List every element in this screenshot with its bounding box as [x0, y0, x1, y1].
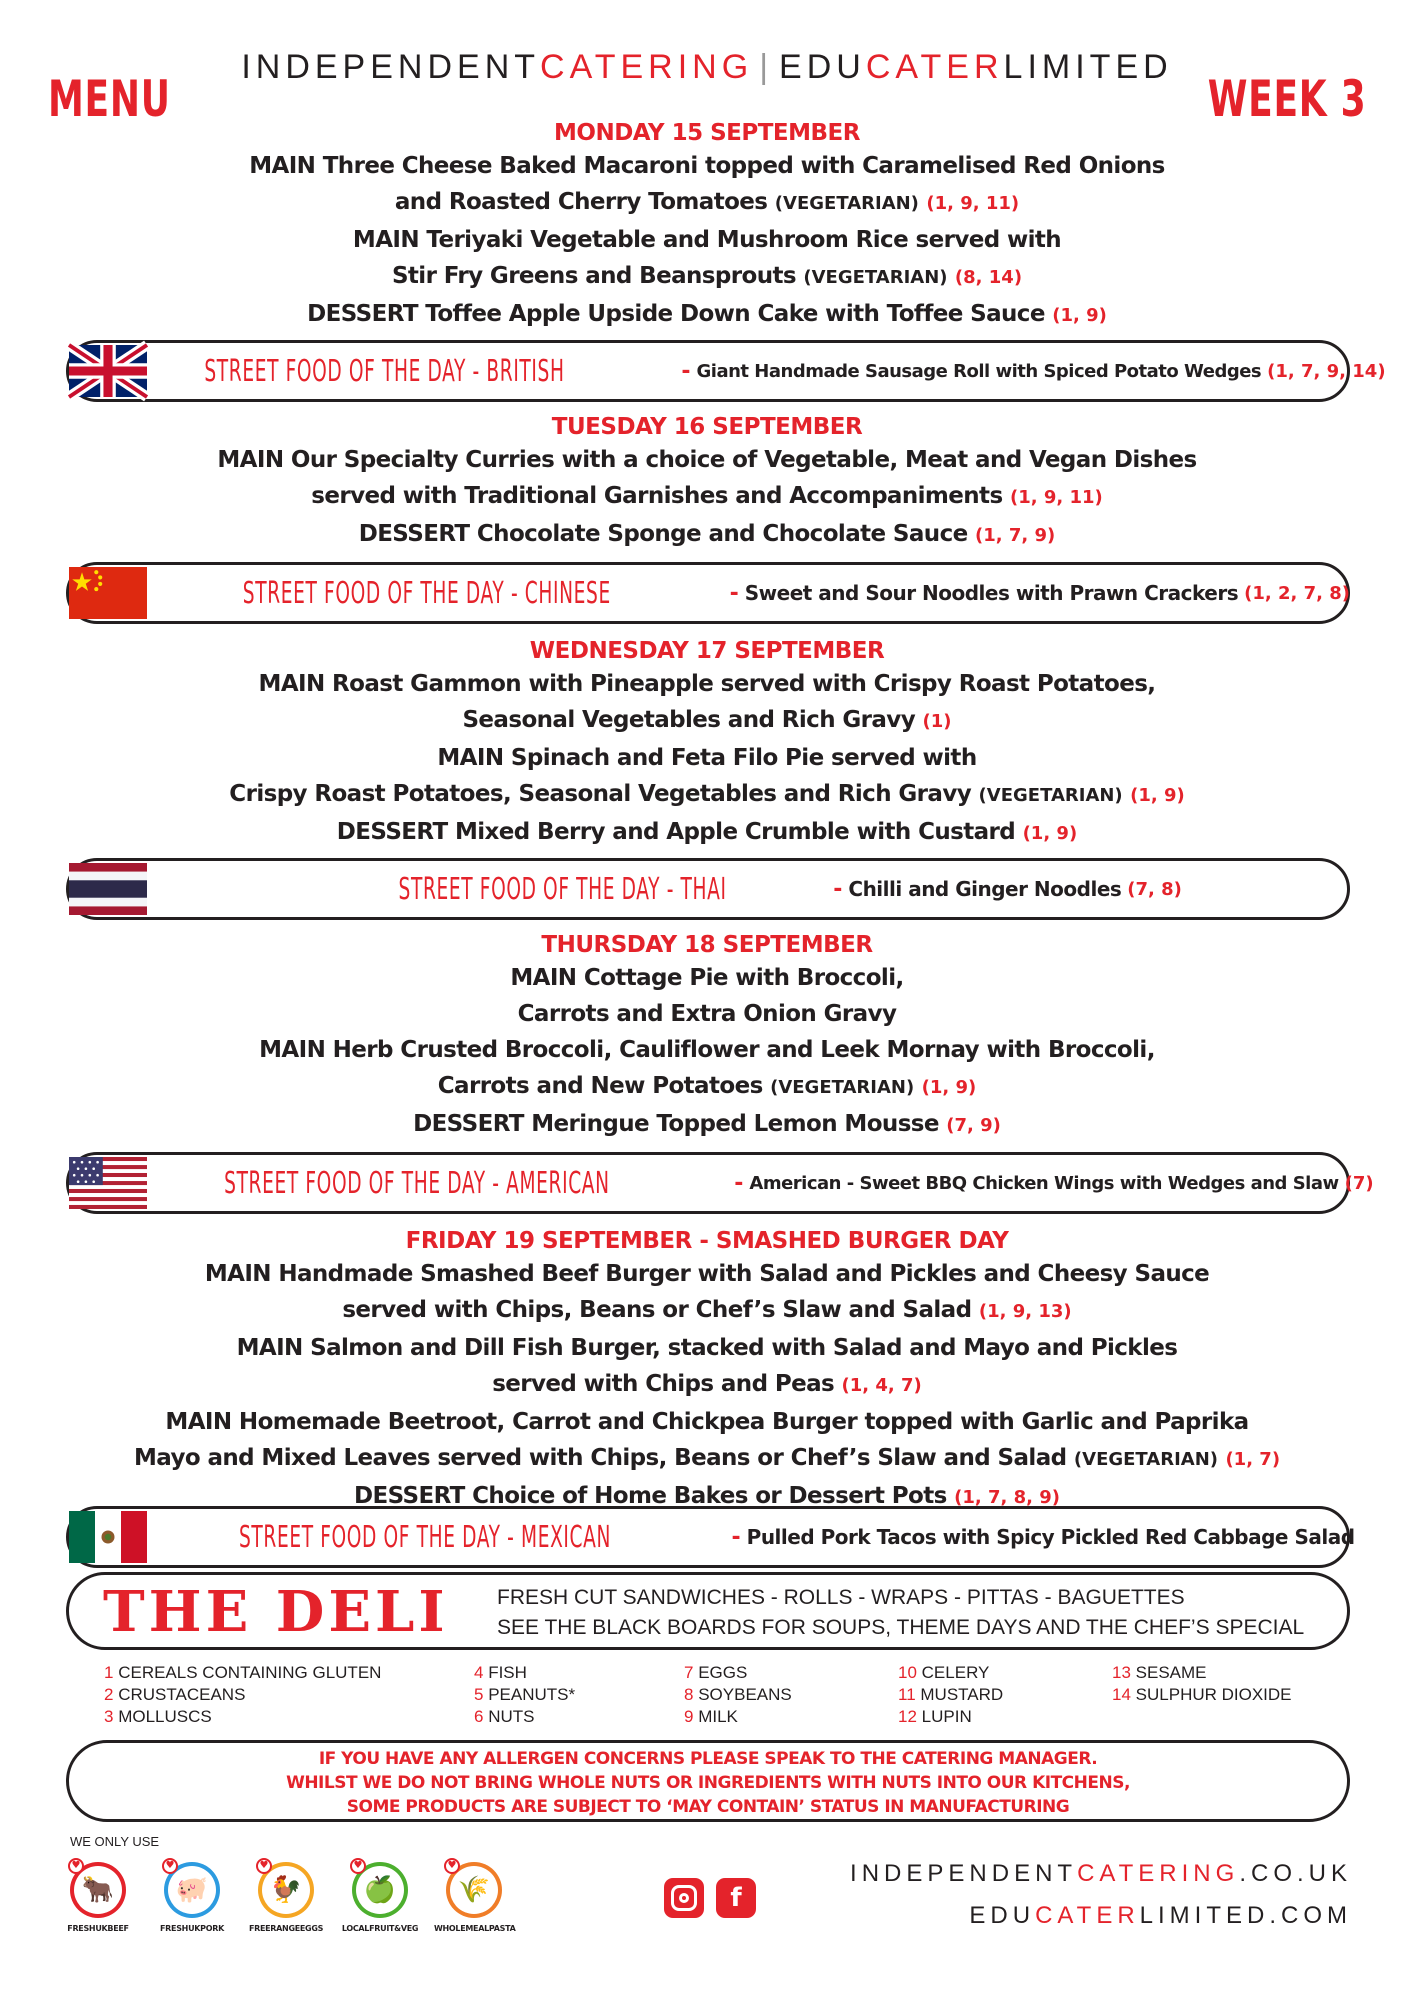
- day-friday: [0, 1226, 1414, 1516]
- street-food-title: STREET FOOD OF THE DAY - THAI: [398, 871, 727, 907]
- local-fruit-veg-badge: 🍏 ♥ LOCALFRUIT&VEG: [341, 1860, 419, 1933]
- allergen-codes: (1, 9): [1022, 823, 1078, 844]
- allergen-codes: (7, 8): [1127, 878, 1182, 900]
- allergen-column: [474, 1662, 575, 1728]
- cow-icon: 🐂 ♥: [70, 1862, 126, 1918]
- allergen-codes: (1, 7): [1225, 1449, 1281, 1470]
- street-food-friday: STREET FOOD OF THE DAY - MEXICAN - Pulled Pork Tacos with Spicy Pickled Red Cabbage Salad: [66, 1506, 1350, 1568]
- allergen-item: 3 MOLLUSCS: [104, 1707, 212, 1726]
- street-food-dish: Giant Handmade Sausage Roll with Spiced Potato Wedges: [696, 360, 1262, 382]
- day-title: MONDAY 15 SEPTEMBER: [554, 120, 860, 146]
- brand-separator: |: [759, 48, 774, 86]
- dish-line: Carrots and Extra Onion Gravy: [517, 1001, 897, 1027]
- usa-flag-icon: [69, 1155, 147, 1211]
- allergen-item: 6 NUTS: [474, 1707, 535, 1726]
- dish-line: MAIN Homemade Beetroot, Carrot and Chickpea Burger topped with Garlic and Paprika: [165, 1409, 1249, 1435]
- allergen-item: 11 MUSTARD: [898, 1685, 1004, 1704]
- street-food-dish: Chilli and Ginger Noodles: [848, 877, 1122, 901]
- deli-box: [66, 1572, 1350, 1650]
- vegetarian-tag: (VEGETARIAN): [978, 785, 1123, 806]
- fresh-uk-pork-badge: 🐖 ♥ FRESHUKPORK: [160, 1860, 224, 1933]
- allergen-codes: (1, 4, 7): [841, 1375, 922, 1396]
- allergen-warning: [66, 1740, 1350, 1822]
- dish-line: DESSERT Choice of Home Bakes or Dessert Pots (1, 7, 8, 9): [353, 1483, 1061, 1509]
- dish-line: Carrots and New Potatoes (VEGETARIAN) (1, 9): [437, 1073, 977, 1099]
- day-title: THURSDAY 18 SEPTEMBER: [541, 932, 873, 958]
- street-food-thursday: STREET FOOD OF THE DAY - AMERICAN - American - Sweet BBQ Chicken Wings with Wedges and Slaw (7): [66, 1152, 1350, 1214]
- brand-independent: INDEPENDENT: [241, 48, 541, 86]
- street-food-title: STREET FOOD OF THE DAY - CHINESE: [242, 575, 611, 611]
- vegetarian-tag: (VEGETARIAN): [803, 267, 948, 288]
- street-food-dish: American - Sweet BBQ Chicken Wings with Wedges and Slaw: [749, 1172, 1339, 1194]
- allergen-codes: (1): [922, 711, 952, 732]
- dish-line: Stir Fry Greens and Beansprouts (VEGETARIAN) (8, 14): [391, 263, 1023, 289]
- chicken-icon: 🐓 ♥: [258, 1862, 314, 1918]
- allergen-codes: (7, 9): [946, 1115, 1001, 1136]
- allergen-item: 13 SESAME: [1112, 1663, 1207, 1682]
- warning-line: SOME PRODUCTS ARE SUBJECT TO ‘MAY CONTAIN’ STATUS IN MANUFACTURING: [346, 1797, 1070, 1817]
- street-food-dish: Sweet and Sour Noodles with Prawn Crackers: [744, 581, 1239, 605]
- street-food-wednesday: STREET FOOD OF THE DAY - THAI - Chilli and Ginger Noodles (7, 8): [66, 858, 1350, 920]
- wholemeal-pasta-badge: 🌾 ♥ WHOLEMEALPASTA: [434, 1860, 516, 1933]
- dish-line: MAIN Three Cheese Baked Macaroni topped with Caramelised Red Onions: [249, 153, 1165, 179]
- dish-line: MAIN Herb Crusted Broccoli, Cauliflower and Leek Mornay with Broccoli,: [259, 1037, 1155, 1063]
- china-flag-icon: [69, 565, 147, 621]
- allergen-codes: (1, 2, 7, 8): [1244, 582, 1350, 604]
- day-thursday: [0, 930, 1414, 1144]
- educater-limited-url[interactable]: EDUCATERLIMITED.COM: [969, 1902, 1352, 1929]
- fresh-uk-beef-badge: 🐂 ♥ FRESHUKBEEF: [67, 1860, 129, 1933]
- allergen-codes: (1, 7, 8, 9): [954, 1487, 1061, 1508]
- allergen-item: 14 SULPHUR DIOXIDE: [1112, 1685, 1292, 1704]
- apple-icon: 🍏 ♥: [352, 1862, 408, 1918]
- dish-line: served with Chips and Peas (1, 4, 7): [492, 1371, 922, 1397]
- deli-line: FRESH CUT SANDWICHES - ROLLS - WRAPS - PITTAS - BAGUETTES: [497, 1586, 1185, 1609]
- allergen-codes: (1, 9): [1052, 305, 1107, 326]
- deli-line: SEE THE BLACK BOARDS FOR SOUPS, THEME DAYS AND THE CHEF’S SPECIAL: [497, 1616, 1305, 1639]
- dish-line: Crispy Roast Potatoes, Seasonal Vegetables and Rich Gravy (VEGETARIAN) (1, 9): [229, 781, 1185, 807]
- brand-header: [0, 48, 1414, 87]
- allergen-column: [684, 1662, 792, 1728]
- allergen-item: 10 CELERY: [898, 1663, 990, 1682]
- allergen-item: 1 CEREALS CONTAINING GLUTEN: [104, 1663, 382, 1682]
- day-title: TUESDAY 16 SEPTEMBER: [551, 414, 863, 440]
- dish-line: Seasonal Vegetables and Rich Gravy (1): [462, 707, 952, 733]
- dish-line: DESSERT Mixed Berry and Apple Crumble with Custard (1, 9): [336, 819, 1078, 845]
- allergen-codes: (1, 9): [921, 1077, 977, 1098]
- dish-line: MAIN Handmade Smashed Beef Burger with Salad and Pickles and Cheesy Sauce: [204, 1261, 1210, 1287]
- vegetarian-tag: (VEGETARIAN): [774, 193, 919, 214]
- brand-cater: CATER: [865, 48, 1004, 86]
- dish-line: DESSERT Chocolate Sponge and Chocolate Sauce (1, 7, 9): [358, 521, 1056, 547]
- dish-line: served with Traditional Garnishes and Accompaniments (1, 9, 11): [311, 483, 1103, 509]
- warning-line: WHILST WE DO NOT BRING WHOLE NUTS OR INGREDIENTS WITH NUTS INTO OUR KITCHENS,: [286, 1773, 1130, 1793]
- day-monday: [0, 118, 1414, 334]
- street-food-tuesday: STREET FOOD OF THE DAY - CHINESE - Sweet and Sour Noodles with Prawn Crackers (1, 2, 7, 8): [66, 562, 1350, 624]
- independent-catering-url[interactable]: INDEPENDENTCATERING.CO.UK: [850, 1860, 1352, 1887]
- dish-line: MAIN Spinach and Feta Filo Pie served with: [437, 745, 977, 771]
- dish-line: Mayo and Mixed Leaves served with Chips, Beans or Chef’s Slaw and Salad (VEGETARIAN) (1, 7): [133, 1445, 1281, 1471]
- facebook-icon[interactable]: f: [716, 1878, 756, 1918]
- warning-line: IF YOU HAVE ANY ALLERGEN CONCERNS PLEASE SPEAK TO THE CATERING MANAGER.: [318, 1749, 1098, 1769]
- allergen-column: [898, 1662, 1003, 1728]
- day-title: WEDNESDAY 17 SEPTEMBER: [529, 638, 885, 664]
- deli-title: THE DELI: [103, 1579, 449, 1645]
- uk-flag-icon: [69, 343, 147, 399]
- allergen-item: 5 PEANUTS*: [474, 1685, 576, 1704]
- pig-icon: 🐖 ♥: [164, 1862, 220, 1918]
- brand-edu: EDU: [779, 48, 866, 86]
- free-range-eggs-badge: 🐓 ♥ FREERANGEEGGS: [248, 1860, 324, 1933]
- day-title: FRIDAY 19 SEPTEMBER - SMASHED BURGER DAY: [405, 1228, 1009, 1254]
- dish-line: MAIN Salmon and Dill Fish Burger, stacked with Salad and Mayo and Pickles: [236, 1335, 1178, 1361]
- dish-line: MAIN Teriyaki Vegetable and Mushroom Rice served with: [352, 227, 1062, 253]
- allergen-item: 9 MILK: [684, 1707, 738, 1726]
- allergen-item: 2 CRUSTACEANS: [104, 1685, 246, 1704]
- dish-line: MAIN Our Specialty Curries with a choice of Vegetable, Meat and Vegan Dishes: [217, 447, 1197, 473]
- wheat-icon: 🌾 ♥: [446, 1862, 502, 1918]
- day-tuesday: [0, 412, 1414, 554]
- street-food-title: STREET FOOD OF THE DAY - MEXICAN: [239, 1519, 612, 1555]
- allergen-item: 7 EGGS: [684, 1663, 748, 1682]
- allergen-codes: (1, 9): [1130, 785, 1185, 806]
- allergen-codes: (7): [1344, 1172, 1374, 1194]
- allergen-codes: (1, 9, 13): [978, 1301, 1072, 1322]
- instagram-icon[interactable]: [664, 1878, 704, 1918]
- allergen-key: [104, 1662, 1344, 1728]
- menu-label: MENU: [48, 70, 171, 128]
- brand-catering: CATERING: [540, 48, 754, 86]
- we-only-use-label: WE ONLY USE: [70, 1834, 160, 1849]
- street-food-title: STREET FOOD OF THE DAY - BRITISH: [204, 353, 566, 389]
- vegetarian-tag: (VEGETARIAN): [1073, 1449, 1219, 1470]
- allergen-column: [1112, 1662, 1292, 1706]
- day-wednesday: [0, 636, 1414, 852]
- allergen-codes: (8, 14): [954, 267, 1023, 288]
- dish-line: DESSERT Toffee Apple Upside Down Cake with Toffee Sauce (1, 9): [307, 301, 1107, 327]
- allergen-item: 4 FISH: [474, 1663, 527, 1682]
- allergen-codes: (1, 9, 11): [926, 193, 1020, 214]
- deli-info: [497, 1583, 1304, 1643]
- mexico-flag-icon: [69, 1509, 147, 1565]
- allergen-item: 8 SOYBEANS: [684, 1685, 792, 1704]
- street-food-monday: STREET FOOD OF THE DAY - BRITISH - Giant Handmade Sausage Roll with Spiced Potato Wedges (1, 7, 9, 14): [66, 340, 1350, 402]
- street-food-dish: Pulled Pork Tacos with Spicy Pickled Red Cabbage Salad: [746, 1525, 1355, 1549]
- week-label: WEEK 3: [1207, 70, 1366, 128]
- vegetarian-tag: (VEGETARIAN): [770, 1077, 915, 1098]
- allergen-codes: (1, 7, 9, 14): [1267, 360, 1386, 382]
- dish-line: and Roasted Cherry Tomatoes (VEGETARIAN) (1, 9, 11): [394, 189, 1020, 215]
- allergen-codes: (1, 7, 9): [975, 525, 1056, 546]
- brand-limited: LIMITED: [1003, 48, 1173, 86]
- dish-line: DESSERT Meringue Topped Lemon Mousse (7, 9): [413, 1111, 1001, 1137]
- allergen-column: [104, 1662, 381, 1728]
- street-food-title: STREET FOOD OF THE DAY - AMERICAN: [224, 1165, 611, 1201]
- dish-line: MAIN Roast Gammon with Pineapple served with Crispy Roast Potatoes,: [258, 671, 1156, 697]
- dish-line: served with Chips, Beans or Chef’s Slaw and Salad (1, 9, 13): [342, 1297, 1072, 1323]
- allergen-codes: (1, 9, 11): [1009, 487, 1103, 508]
- thailand-flag-icon: [69, 861, 147, 917]
- allergen-item: 12 LUPIN: [898, 1707, 972, 1726]
- dish-line: MAIN Cottage Pie with Broccoli,: [510, 965, 904, 991]
